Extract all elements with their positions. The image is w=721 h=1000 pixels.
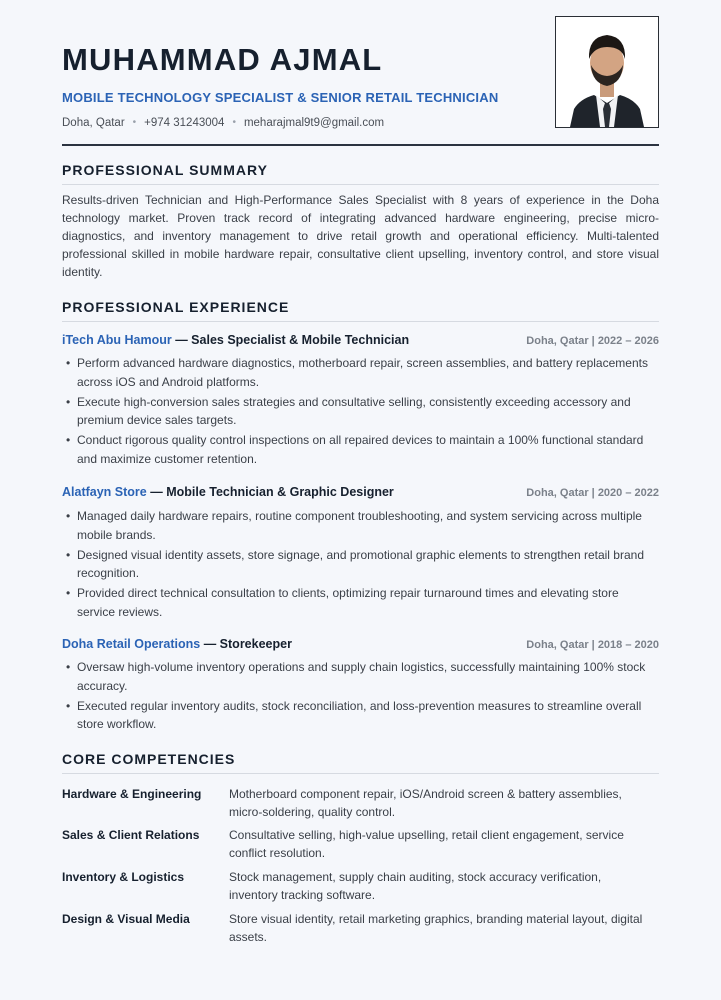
experience-heading: PROFESSIONAL EXPERIENCE: [62, 298, 659, 322]
job-bullet: • Executed regular inventory audits, stock reconciliation, and loss-prevention measures to streamline overall store workflow.: [66, 697, 659, 734]
contact-separator: •: [232, 117, 236, 128]
competency-row: [62, 786, 659, 821]
competency-text: Motherboard component repair, iOS/Android screen & battery assemblies, micro-soldering, quality control.: [229, 787, 622, 819]
competency-label: Sales & Client Relations: [62, 828, 200, 842]
contact-location: Doha, Qatar: [62, 117, 125, 129]
competencies-heading: CORE COMPETENCIES: [62, 750, 659, 774]
competency-row: [62, 827, 659, 862]
job-bullet: • Conduct rigorous quality control inspections on all repaired devices to maintain a 100% functional standard and maximize customer retention.: [66, 431, 659, 468]
competency-label: Hardware & Engineering: [62, 787, 202, 801]
job-bullets: [66, 354, 659, 470]
company-name: Doha Retail Operations: [62, 637, 201, 651]
summary-text: Results-driven Technician and High-Performance Sales Specialist with 8 years of experience in the Doha technology market. Proven track record of integrating advanced hardware engineering, precise micro-diagnostics, and inventory management to drive retail growth and operational efficiency. Multi-talented professional skilled in mobile hardware repair, consultative client upselling, inventory control, and store visual identity.: [62, 193, 659, 279]
competency-label: Design & Visual Media: [62, 912, 190, 926]
contact-line: [62, 116, 384, 130]
job-bullets: [66, 507, 659, 623]
company-name: Alatfayn Store: [62, 485, 147, 499]
competency-label: Inventory & Logistics: [62, 870, 185, 884]
job-header: [62, 485, 659, 501]
contact-email: meharajmal9t9@gmail.com: [243, 117, 385, 129]
candidate-title: MOBILE TECHNOLOGY SPECIALIST & SENIOR RETAIL TECHNICIAN: [62, 90, 499, 105]
job-title-line: [62, 637, 292, 651]
competency-text: Stock management, supply chain auditing, stock accuracy verification, inventory tracking software.: [229, 870, 602, 902]
job-bullet: • Execute high-conversion sales strategies and consultative selling, consistently exceeding accessory and premium device sales targets.: [66, 393, 659, 430]
candidate-name: MUHAMMAD AJMAL: [62, 42, 383, 77]
profile-photo: [555, 16, 659, 128]
job-role: — Mobile Technician & Graphic Designer: [146, 485, 394, 499]
job-location-dates: Doha, Qatar | 2020 – 2022: [526, 487, 659, 499]
job-location-dates: Doha, Qatar | 2022 – 2026: [526, 335, 659, 347]
job-title-line: [62, 485, 394, 499]
contact-separator: •: [132, 117, 137, 128]
competency-text: Consultative selling, high-value upselling, retail client engagement, service conflict resolution.: [229, 828, 624, 860]
competency-row: [62, 869, 659, 904]
job-title-line: [62, 333, 409, 347]
job-bullet: • Designed visual identity assets, store signage, and promotional graphic elements to strengthen retail brand recognition.: [66, 546, 659, 583]
job-bullet: • Provided direct technical consultation to clients, optimizing repair turnaround times and elevating store service reviews.: [66, 584, 659, 621]
company-name: iTech Abu Hamour: [62, 333, 172, 347]
job-bullets: [66, 658, 659, 735]
competency-row: [62, 911, 659, 946]
job-location-dates: Doha, Qatar | 2018 – 2020: [526, 639, 659, 651]
header-divider: [62, 144, 659, 146]
job-role: — Storekeeper: [200, 637, 292, 651]
profile-photo-illustration: [556, 17, 658, 127]
job-bullet: • Perform advanced hardware diagnostics, motherboard repair, screen assemblies, and battery replacements across iOS and Android platforms.: [66, 354, 659, 391]
job-bullet: • Managed daily hardware repairs, routine component troubleshooting, and system servicing across multiple mobile brands.: [66, 507, 659, 544]
contact-phone: +974 31243004: [144, 117, 225, 129]
summary-heading: PROFESSIONAL SUMMARY: [62, 161, 659, 185]
job-header: [62, 333, 659, 349]
job-header: [62, 637, 659, 653]
job-bullet: • Oversaw high-volume inventory operations and supply chain logistics, successfully maintaining 100% stock accuracy.: [66, 658, 659, 695]
competency-text: Store visual identity, retail marketing graphics, branding material layout, digital assets.: [229, 912, 643, 944]
job-role: — Sales Specialist & Mobile Technician: [171, 333, 410, 347]
